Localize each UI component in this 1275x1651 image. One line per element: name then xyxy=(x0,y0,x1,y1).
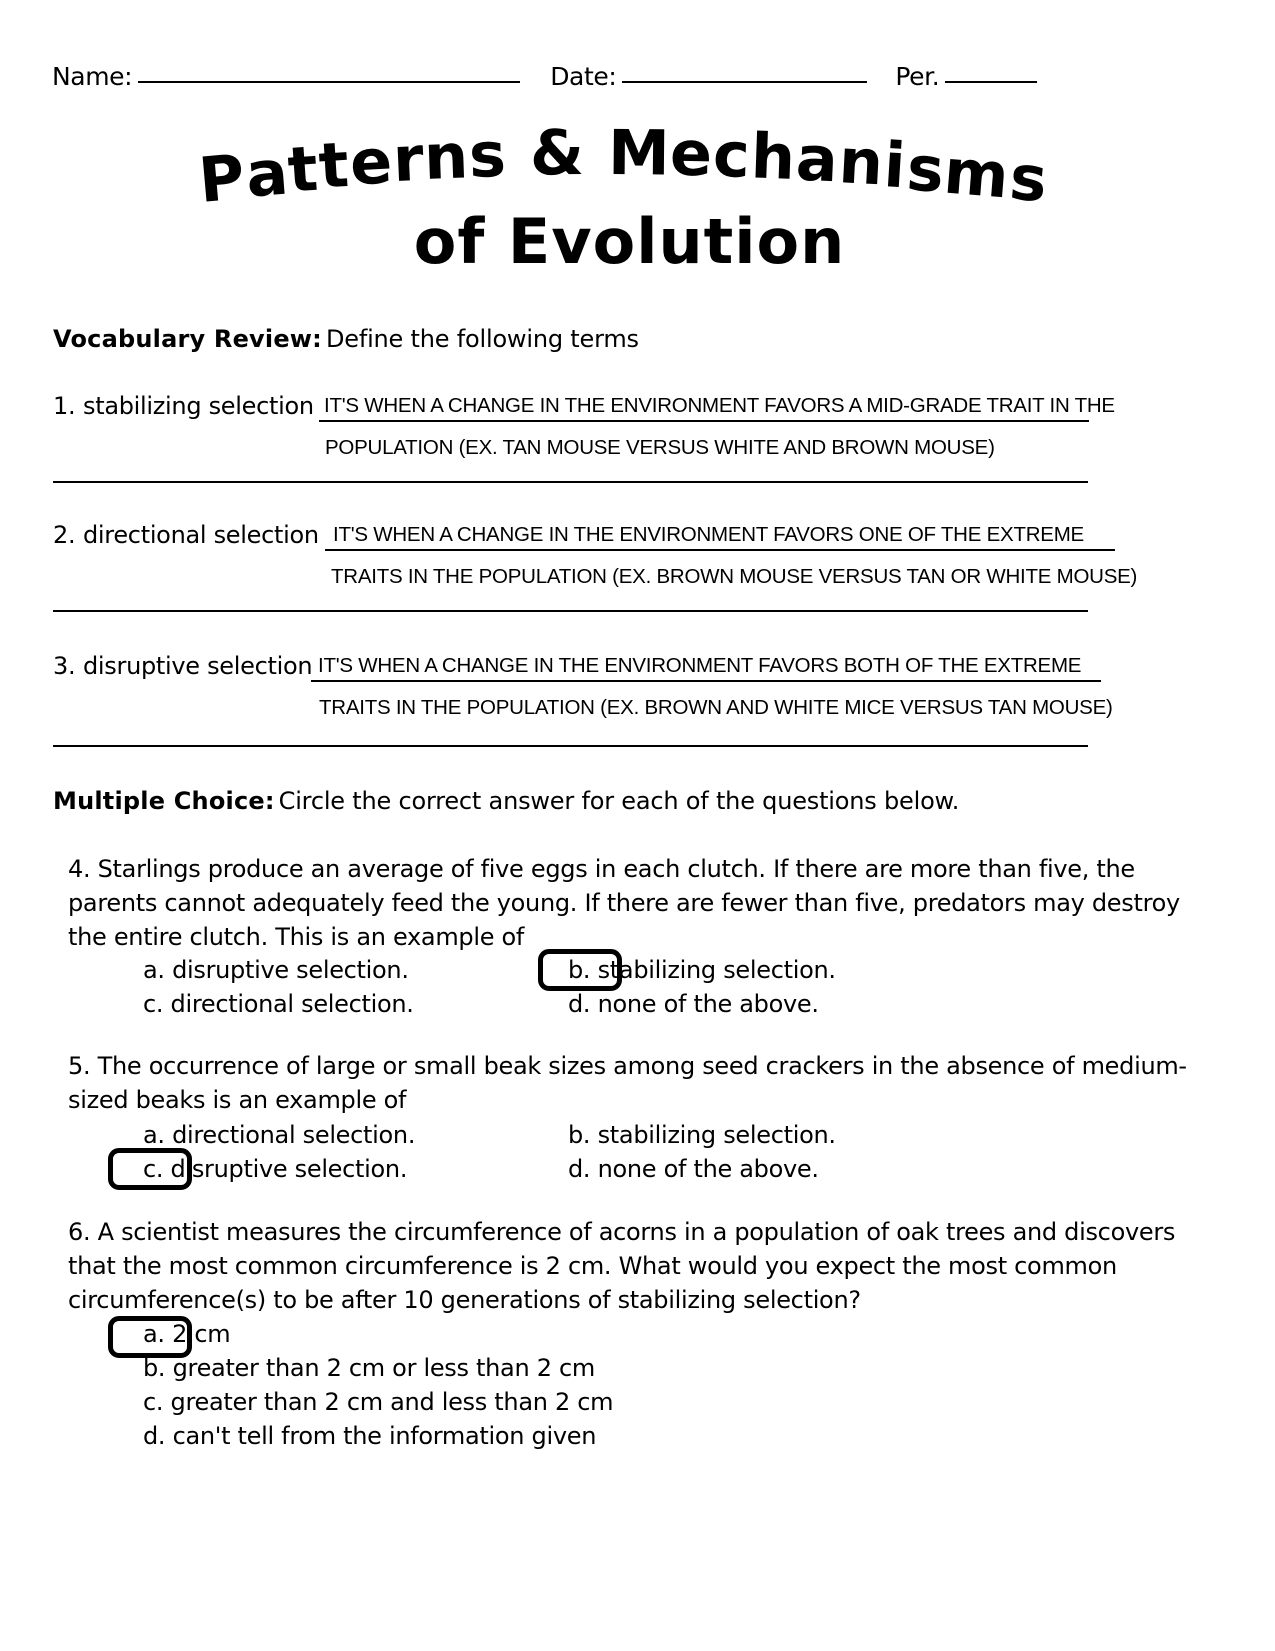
title-char: & xyxy=(529,116,586,190)
title-line-2: of Evolution xyxy=(413,205,846,278)
option-row xyxy=(68,1419,1188,1453)
question-5-option-d[interactable]: d. none of the above. xyxy=(568,1155,819,1183)
multiple-choice-heading-bold: Multiple Choice: xyxy=(53,787,275,815)
vocabulary-number-1: 1. xyxy=(53,392,76,420)
title-char xyxy=(585,115,608,191)
vocabulary-number-2: 2. xyxy=(53,521,76,549)
name-label: Name: xyxy=(52,62,133,91)
vocabulary-rule-3 xyxy=(53,745,1088,747)
vocabulary-answer-3-line-1[interactable]: IT'S WHEN A CHANGE IN THE ENVIRONMENT FAVORS BOTH OF THE EXTREME xyxy=(318,654,1082,677)
period-blank-line[interactable] xyxy=(945,81,1037,83)
title-char: t xyxy=(316,127,352,203)
vocabulary-term-1 xyxy=(53,392,314,420)
question-4-option-a[interactable]: a. disruptive selection. xyxy=(143,956,409,984)
vocabulary-answer-3-line-2[interactable]: TRAITS IN THE POPULATION (EX. BROWN AND WHITE MICE VERSUS TAN MOUSE) xyxy=(319,696,1113,719)
question-line: 4. Starlings produce an average of five eggs in each clutch. If there are more than five, the xyxy=(68,855,1135,883)
option-row xyxy=(68,953,1188,987)
title-char: e xyxy=(347,124,395,200)
vocabulary-answer-rule-2a xyxy=(325,549,1115,551)
title-char: m xyxy=(941,134,1013,213)
title-char: n xyxy=(423,119,471,194)
title-char: c xyxy=(712,117,753,192)
multiple-choice-heading-rest: Circle the correct answer for each of the questions below. xyxy=(278,787,960,815)
title-char: h xyxy=(749,119,798,194)
title-line-1 xyxy=(0,115,1261,217)
date-label: Date: xyxy=(550,62,617,91)
vocabulary-answer-1-line-1[interactable]: IT'S WHEN A CHANGE IN THE ENVIRONMENT FAVORS A MID-GRADE TRAIT IN THE xyxy=(324,394,1115,417)
vocabulary-answer-rule-1a xyxy=(319,420,1089,422)
title-char: t xyxy=(285,131,322,207)
vocabulary-term-3 xyxy=(53,652,312,680)
vocabulary-answer-1-line-2[interactable]: POPULATION (EX. TAN MOUSE VERSUS WHITE AND BROWN MOUSE) xyxy=(325,436,995,459)
question-4-option-d[interactable]: d. none of the above. xyxy=(568,990,819,1018)
question-4-option-c[interactable]: c. directional selection. xyxy=(143,990,414,1018)
question-6-text xyxy=(68,1215,1188,1317)
vocabulary-term-label-3: disruptive selection xyxy=(83,652,313,680)
date-blank-line[interactable] xyxy=(622,81,867,83)
title-char: s xyxy=(1006,140,1052,217)
question-6-option-b[interactable]: b. greater than 2 cm or less than 2 cm xyxy=(143,1354,595,1382)
vocabulary-heading-bold: Vocabulary Review: xyxy=(53,325,322,353)
title-char: a xyxy=(794,121,841,197)
question-line: 5. The occurrence of large or small beak sizes among seed crackers in the absence of medium- xyxy=(68,1052,1187,1080)
name-blank-line[interactable] xyxy=(138,81,520,83)
question-4-options xyxy=(68,953,1188,1021)
option-row xyxy=(68,1317,1188,1351)
period-label: Per. xyxy=(895,62,940,91)
vocabulary-number-3: 3. xyxy=(53,652,76,680)
vocabulary-term-label-1: stabilizing selection xyxy=(83,392,314,420)
question-line: parents cannot adequately feed the young. If there are fewer than five, predators may destroy xyxy=(68,889,1180,917)
vocabulary-answer-rule-3a xyxy=(311,680,1101,682)
student-info-header xyxy=(52,62,1092,91)
vocabulary-answer-2-line-2[interactable]: TRAITS IN THE POPULATION (EX. BROWN MOUSE VERSUS TAN OR WHITE MOUSE) xyxy=(331,565,1138,588)
multiple-choice-section-heading xyxy=(53,787,959,815)
title-char: s xyxy=(468,117,509,192)
option-row xyxy=(68,1152,1188,1186)
question-5-options xyxy=(68,1118,1188,1186)
option-row xyxy=(68,1118,1188,1152)
title-char xyxy=(507,116,531,192)
title-char: n xyxy=(837,124,887,200)
question-5-option-c[interactable]: c. disruptive selection. xyxy=(143,1155,408,1183)
title-char: s xyxy=(904,131,947,207)
question-line: 6. A scientist measures the circumference of acorns in a population of oak trees and discovers xyxy=(68,1218,1176,1246)
vocabulary-heading-rest: Define the following terms xyxy=(325,325,639,353)
question-6-options xyxy=(68,1317,1188,1453)
question-4-text xyxy=(68,852,1188,954)
vocabulary-answer-2-line-1[interactable]: IT'S WHEN A CHANGE IN THE ENVIRONMENT FAVORS ONE OF THE EXTREME xyxy=(333,523,1084,546)
option-row xyxy=(68,1351,1188,1385)
question-6 xyxy=(68,1215,1188,1317)
question-4-option-b[interactable]: b. stabilizing selection. xyxy=(568,956,836,984)
title-char: M xyxy=(607,115,671,190)
title-char: e xyxy=(669,116,715,191)
option-row xyxy=(68,1385,1188,1419)
question-5-option-a[interactable]: a. directional selection. xyxy=(143,1121,416,1149)
question-6-option-c[interactable]: c. greater than 2 cm and less than 2 cm xyxy=(143,1388,614,1416)
title-char: a xyxy=(242,135,292,212)
question-5-option-b[interactable]: b. stabilizing selection. xyxy=(568,1121,836,1149)
vocabulary-section-heading xyxy=(53,325,639,353)
vocabulary-term-2 xyxy=(53,521,319,549)
vocabulary-rule-2 xyxy=(53,610,1088,612)
vocabulary-term-label-2: directional selection xyxy=(83,521,319,549)
question-6-option-d[interactable]: d. can't tell from the information given xyxy=(143,1422,597,1450)
question-line: that the most common circumference is 2 cm. What would you expect the most common xyxy=(68,1252,1117,1280)
option-row xyxy=(68,987,1188,1021)
question-5-text xyxy=(68,1049,1188,1117)
title-char: i xyxy=(882,128,909,203)
title-char: P xyxy=(195,140,249,217)
question-6-option-a[interactable]: a. 2 cm xyxy=(143,1320,231,1348)
question-line: sized beaks is an example of xyxy=(68,1086,407,1114)
question-line: the entire clutch. This is an example of xyxy=(68,923,525,951)
vocabulary-rule-1 xyxy=(53,481,1088,483)
question-5 xyxy=(68,1049,1188,1117)
title-char: r xyxy=(391,121,426,197)
question-line: circumference(s) to be after 10 generations of stabilizing selection? xyxy=(68,1286,861,1314)
worksheet-title xyxy=(0,115,1275,280)
question-4 xyxy=(68,852,1188,954)
